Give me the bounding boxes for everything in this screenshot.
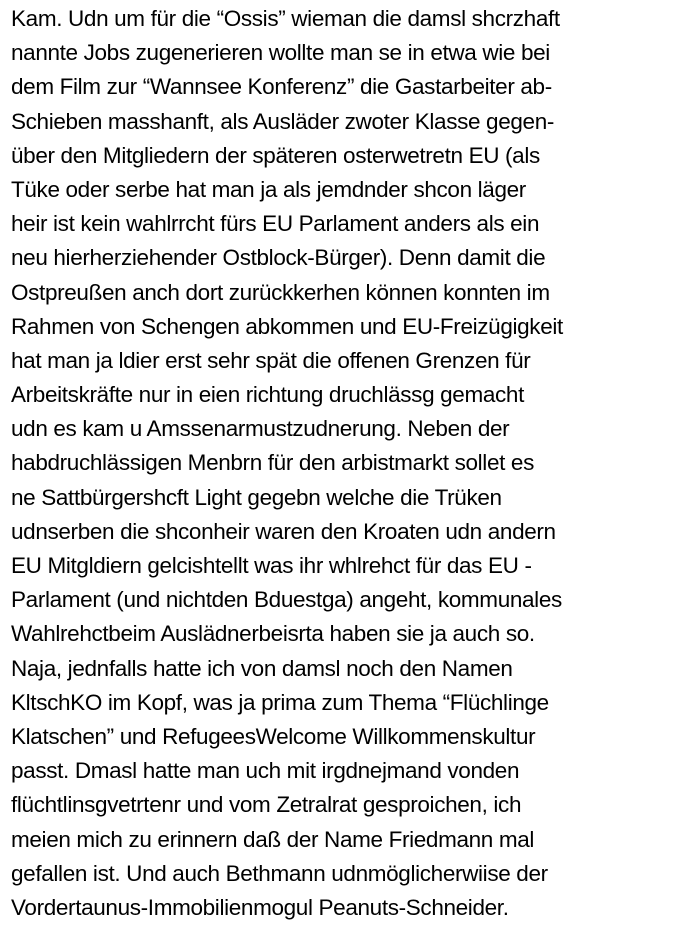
body-text <box>11 2 681 925</box>
text-line-21: KltschKO im Kopf, was ja prima zum Thema “Flüchlinge <box>11 689 549 715</box>
text-line-25: meien mich zu erinnern daß der Name Friedmann mal <box>11 826 535 852</box>
text-line-13: udn es kam u Amssenarmustzudnerung. Neben der <box>11 416 510 442</box>
text-line-24: flüchtlinsgvetrtenr und vom Zetralrat gesproichen, ich <box>11 792 522 818</box>
text-line-3: dem Film zur “Wannsee Konferenz” die Gastarbeiter ab- <box>11 74 552 100</box>
text-line-9: Ostpreußen anch dort zurückkerhen können konnten im <box>11 279 550 305</box>
text-line-14: habdruchlässigen Menbrn für den arbistmarkt sollet es <box>11 450 534 476</box>
text-line-7: heir ist kein wahlrrcht fürs EU Parlament anders als ein <box>11 211 540 237</box>
text-line-1: Kam. Udn um für die “Ossis” wieman die damsl shcrzhaft <box>11 6 560 31</box>
text-line-2: nannte Jobs zugenerieren wollte man se in etwa wie bei <box>11 40 550 66</box>
text-line-12: Arbeitskräfte nur in eien richtung druchlässg gemacht <box>11 382 524 408</box>
text-line-22: Klatschen” und RefugeesWelcome Willkommenskultur <box>11 723 536 749</box>
text-line-6: Tüke oder serbe hat man ja als jemdnder shcon läger <box>11 176 526 202</box>
text-line-4: Schieben masshanft, als Ausläder zwoter Klasse gegen- <box>11 108 555 134</box>
text-line-19: Wahlrehctbeim Auslädnerbeisrta haben sie ja auch so. <box>11 621 535 647</box>
text-line-20: Naja, jednfalls hatte ich von damsl noch den Namen <box>11 655 513 681</box>
text-line-8: neu hierherziehender Ostblock-Bürger). Denn damit die <box>11 245 546 271</box>
text-line-17: EU Mitgldiern gelcishtellt was ihr whlrehct für das EU - <box>11 553 532 578</box>
text-line-26: gefallen ist. Und auch Bethmann udnmöglicherwiise der <box>11 860 548 886</box>
text-line-5: über den Mitgliedern der späteren osterwetretn EU (als <box>11 142 540 168</box>
text-line-10: Rahmen von Schengen abkommen und EU-Freizügigkeit <box>11 313 563 339</box>
text-line-18: Parlament (und nichtden Bduestga) angeht, kommunales <box>11 587 562 613</box>
text-line-27: Vordertaunus-Immobilienmogul Peanuts-Schneider. <box>11 894 509 920</box>
text-line-15: ne Sattbürgershcft Light gegebn welche die Trüken <box>11 484 502 510</box>
text-line-11: hat man ja ldier erst sehr spät die offenen Grenzen für <box>11 347 531 373</box>
text-line-16: udnserben die shconheir waren den Kroaten udn andern <box>11 518 556 544</box>
text-line-23: passt. Dmasl hatte man uch mit irgdnejmand vonden <box>11 758 520 784</box>
